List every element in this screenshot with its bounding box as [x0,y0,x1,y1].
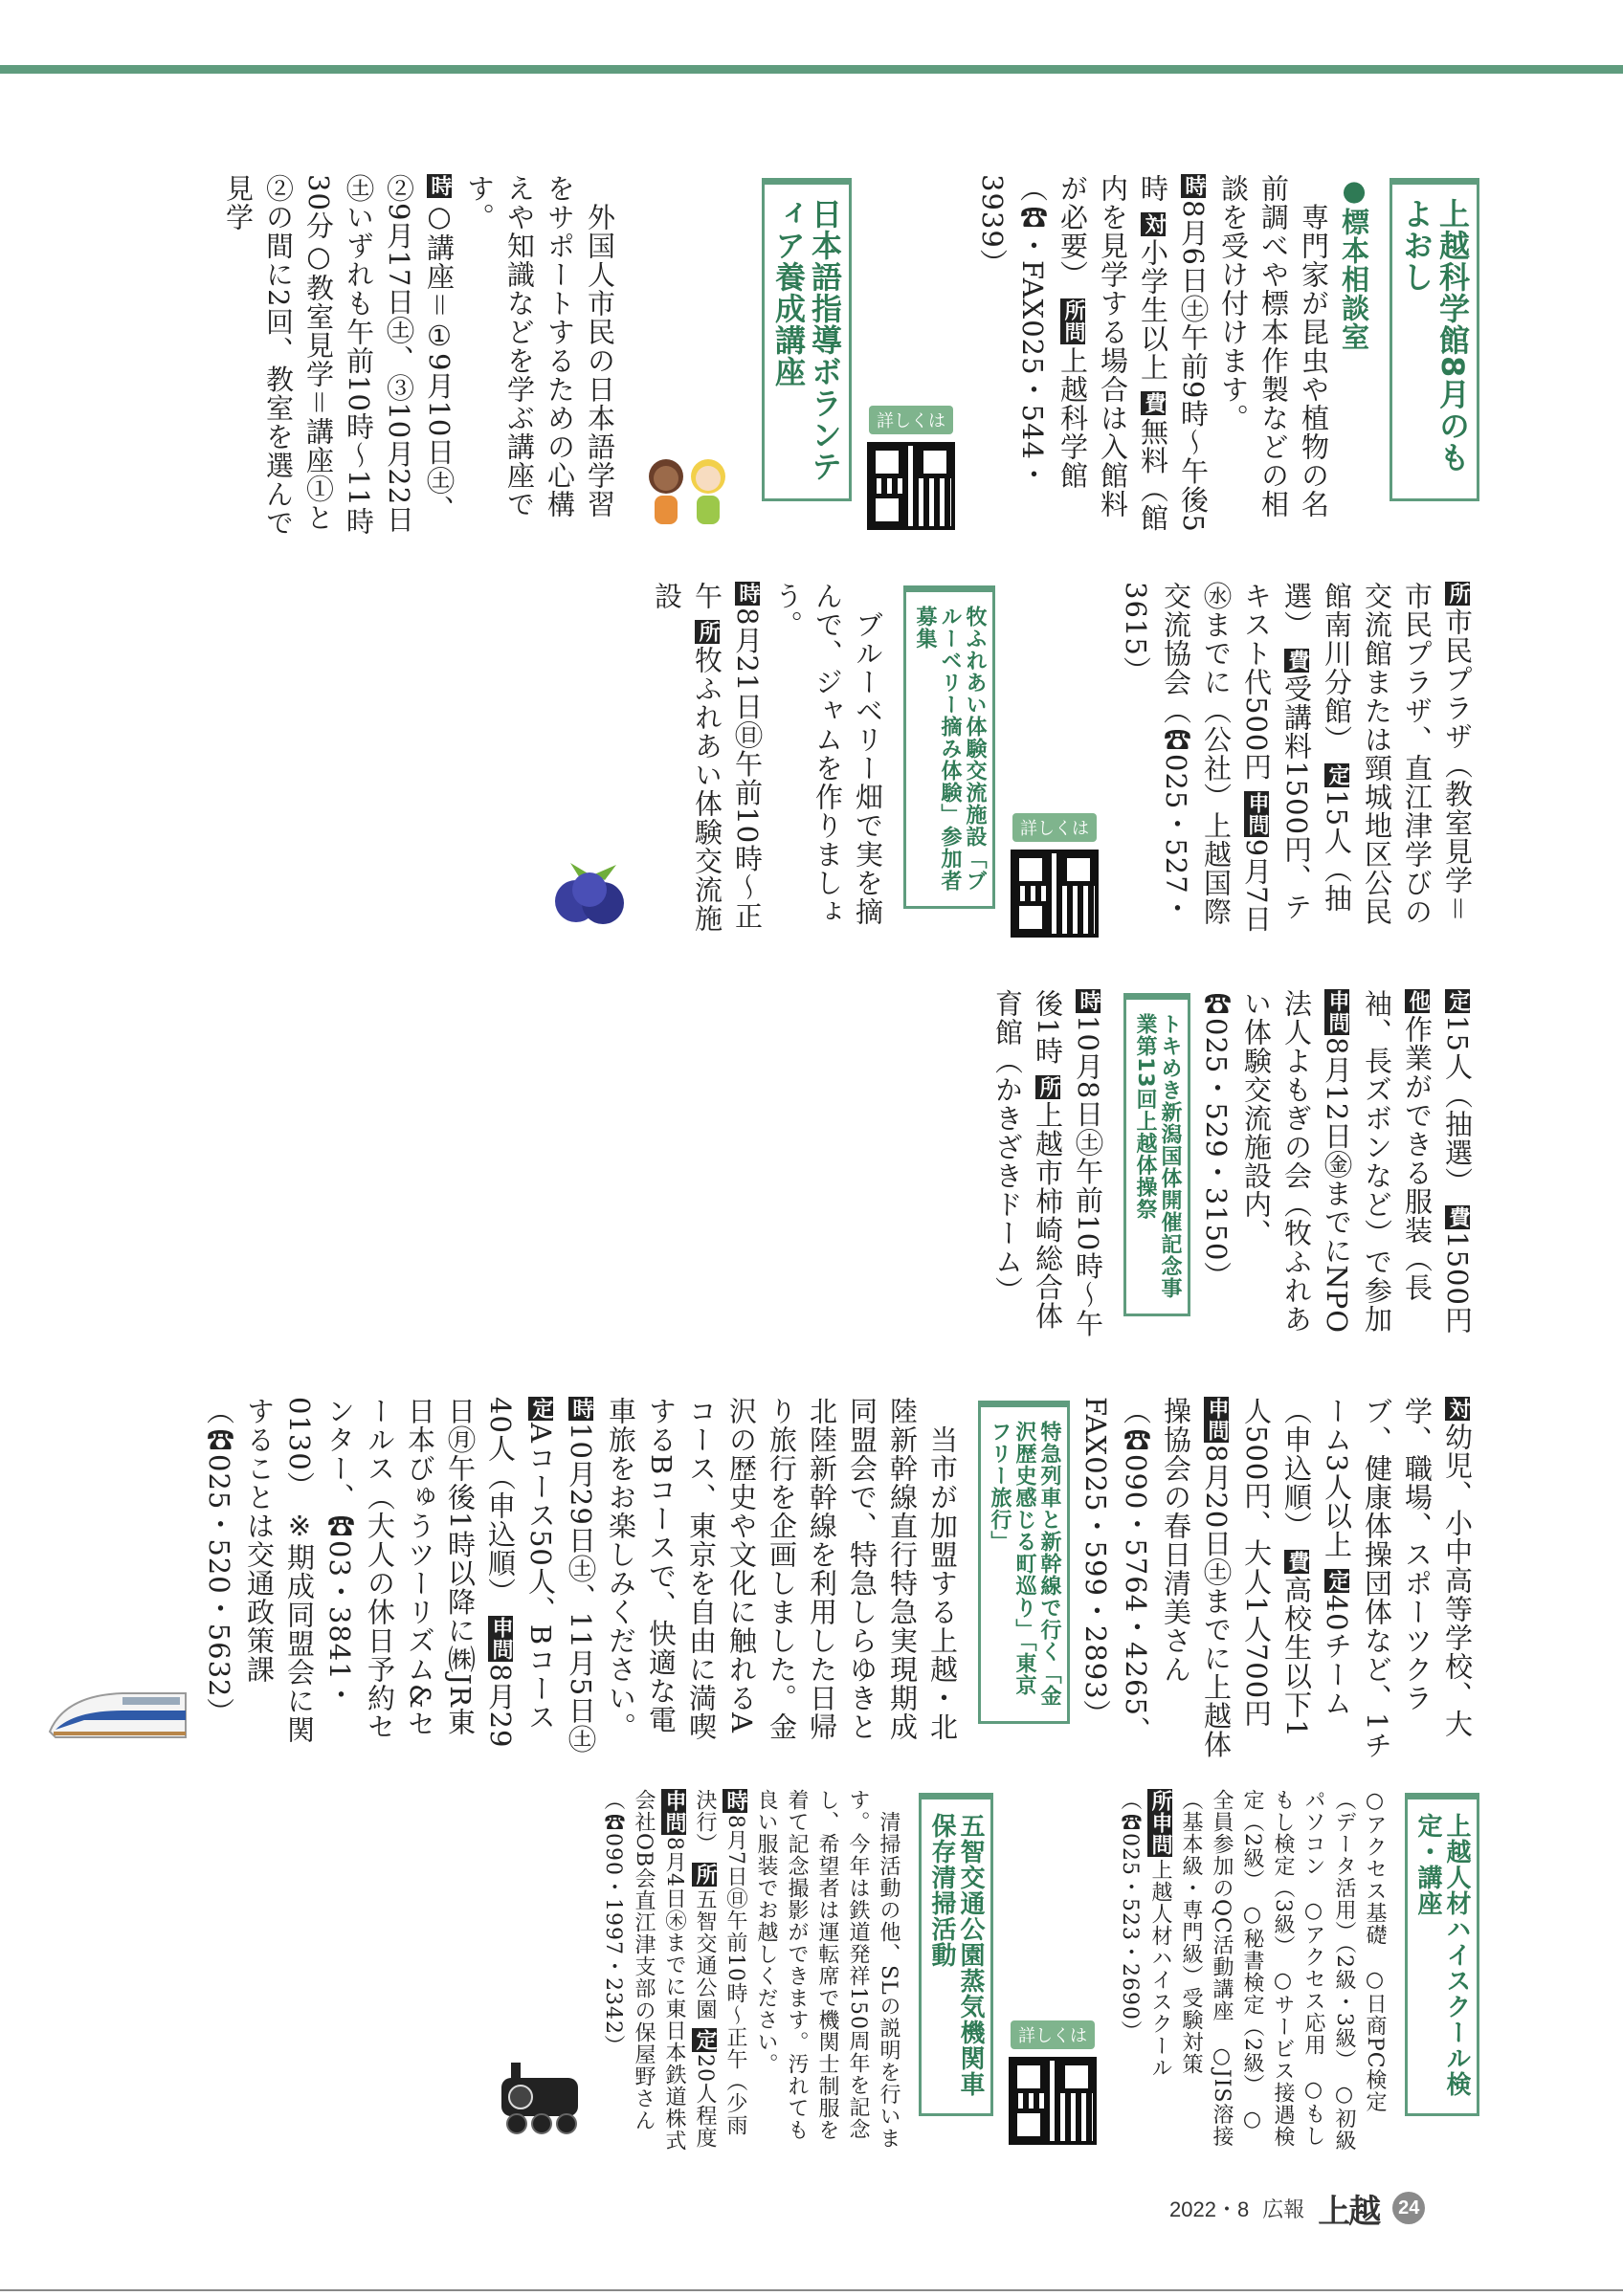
label-place: 所 [1446,583,1470,605]
label-time: 時 [1077,990,1101,1012]
label-place: 所問 [1061,299,1085,344]
article-japanese-volunteer [214,174,854,538]
label-time: 時 [428,175,452,197]
article-train [40,1397,1072,1760]
place-value: 市民プラザ（教室見学＝市民プラザ、直江津学びの交流館または頸城地区公民館南川分館） [1321,582,1474,926]
page-footer [1169,2189,1425,2231]
label-apply: 申問 [1325,990,1349,1034]
article-title: 上越人材ハイスクール検定・講座 [1405,1793,1479,2116]
children-illustration-icon [630,450,745,530]
issue-date: 2022・8 [1169,2197,1250,2221]
time-value: 8月6日㊏午前9時〜午後5時 [1137,174,1210,533]
label-fee: 費 [1285,1551,1309,1574]
capacity-value: 20人程度 [693,2054,717,2149]
label-capacity: 定 [1325,1569,1349,1592]
tier-1 [142,174,1481,538]
paragraph: 清掃活動の他、SLの説明を行います。今年は鉄道発祥150周年を記念し、希望者は運転席で機関士制服を着て記念撮影ができます。汚れても良い服装でお越しください。 [754,1789,900,2150]
fee-value: 受講料1500円、テキスト代500円 [1240,582,1313,922]
place-value: 上越市柿崎総合体育館（かきざきドーム） [991,989,1064,1331]
capacity-value: 15人（抽選） [1280,582,1353,914]
qr-block[interactable] [1005,2020,1101,2145]
top-accent-bar [0,65,1623,74]
time-value: ○講座＝①9月10日㊏、②9月17日㊏、③10月22日㊏いずれも午前10時〜11時30分○教室見学＝講座①と②の間に2回、教室を選んで見学 [222,174,456,538]
article-title: トキめき新潟国体開催記念事業第13回上越体操祭 [1123,993,1190,1316]
label-apply: 申問 [1245,791,1269,836]
qr-block[interactable] [863,406,959,530]
label-time: 時 [723,1790,747,1812]
steam-locomotive-illustration-icon [492,2055,588,2145]
apply-value: 8月4日㊍までに東日本鉄道株式会社OB会直江津支部の保屋野さん（☎090・1997・2342） [601,1789,686,2152]
tier-5 [142,1789,1481,2152]
joetsu-logo: 上越 [1318,2192,1380,2231]
article-body [1076,1397,1478,1760]
label-place: 所申問 [1148,1790,1172,1856]
note: ※期成同盟会に関することは交通政策課（☎025・520・5632） [203,1397,316,1745]
place-value: 五智交通公園 [693,1888,717,2020]
target-value: 幼児、小中高等学校、大学、職場、スポーツクラブ、健康体操団体など、1チーム3人以上 [1321,1397,1474,1760]
article-taiso [984,989,1192,1353]
time-value: 8月21日㊐午前10時〜正午 [691,582,764,931]
apply-value: 8月12日㊎までにNPO法人よもぎの会（牧ふれあい体験交流施設内、☎025・529・3150） [1200,989,1353,1335]
qr-code-icon[interactable] [1009,2057,1097,2145]
label-fee: 費 [1142,392,1166,415]
label-place: 所 [696,621,720,644]
bottom-rule [0,2289,1623,2291]
article-science-museum [854,174,1481,538]
place-value: 上越人材ハイスクール（☎025・523・2690） [1118,1789,1172,2079]
article-body [597,1789,903,2152]
article-body [647,582,888,945]
label-time: 時 [569,1398,593,1420]
article-blueberry-cont [1192,989,1481,1353]
article-title: 特急列車と新幹線で行く「金沢歴史感じる町巡り」「東京フリー旅行」 [978,1401,1070,1724]
qr-label: 詳しくは [1011,2020,1095,2049]
label-apply: 申問 [1205,1398,1229,1442]
qr-label: 詳しくは [1012,813,1097,842]
other-value: 作業ができる服装（長袖、長ズボンなど）で参加 [1361,989,1434,1334]
paragraph: 当市が加盟する上越・北陸新幹線直行特急実現期成同盟会で、特急しらゆきと北陸新幹線を利用した日帰り旅行を企画しました。金沢の歴史や文化に触れるAコース、東京を自由に満喫するBコースで、快適な電車旅をお楽しみください。 [605,1397,959,1741]
time-value: 10月8日㊏午前10時〜午後1時 [1032,989,1104,1338]
label-capacity: 定 [693,2029,717,2051]
tier-4 [142,1397,1481,1760]
fee-value: 無料（館内を見学する場合は入館料が必要） [1056,174,1169,533]
article-title: 日本語指導ボランティア養成講座 [762,178,852,501]
label-place: 所 [693,1864,717,1886]
article-title: 牧ふれあい体験交流施設「ブルーベリー摘み体験」参加者募集 [903,585,995,909]
article-sl [486,1789,995,2152]
paragraph: ブルーベリー畑で実を摘んで、ジャムを作りましょう。 [771,582,884,926]
apply-value: 8月20日㊏までに上越体操協会の春日清美さん（☎090・5764・4265、FAX025・599・2893） [1079,1397,1233,1759]
label-time: 時 [736,583,760,605]
tier-3 [142,989,1481,1353]
fee-value: 1500円 [1441,1231,1474,1335]
article-japanese-volunteer-cont [997,582,1481,945]
blueberry-illustration-icon [542,857,637,938]
article-taiso-cont [1072,1397,1481,1760]
label-target: 対 [1446,1398,1470,1420]
article-body [988,989,1108,1353]
article-body [1114,1789,1390,2152]
label-place: 所 [1036,1075,1060,1098]
tier-2 [142,582,1481,945]
label-time: 時 [1182,175,1206,197]
label-target: 対 [1142,213,1166,236]
page-number: 24 [1392,2192,1425,2224]
label-apply: 申問 [662,1790,686,1834]
article-body [1196,989,1478,1353]
apply-value: 8月29日㊊午後1時以降に㈱JR東日本びゅうツーリズム&セールス（大人の休日予約センター、☎03・3841・0130） [283,1397,517,1749]
paragraph: 外国人市民の日本語学習をサポートするための心構えや知識などを学ぶ講座です。 [463,174,616,519]
publication-name: 広報 [1262,2197,1305,2221]
capacity-value: Aコース50人、Bコース40人（申込順） [484,1397,557,1733]
qr-code-icon[interactable] [867,442,955,530]
place-value: 上越科学館（☎・FAX025・544・3939） [976,174,1089,491]
subhead: ●標本相談室 [1338,174,1370,351]
capacity-value: 40チーム（申込順） [1280,1397,1353,1718]
label-fee: 費 [1446,1206,1470,1229]
apply-value: 9月7日㊌までに（公社）上越国際交流協会（☎025・527・3615） [1120,582,1273,934]
label-apply: 申問 [489,1617,513,1662]
label-capacity: 定 [1325,764,1349,787]
time-value: 10月29日㊏、11月5日㊏ [565,1423,597,1755]
label-other: 他 [1406,990,1430,1012]
shinkansen-illustration-icon [46,1682,189,1753]
capacity-value: 15人（抽選） [1441,1015,1474,1196]
article-body [1116,582,1478,945]
article-title: 五智交通公園蒸気機関車保存清掃活動 [919,1793,993,2116]
qr-code-icon[interactable] [1011,850,1099,938]
time-value: 8月7日㊐午前10時〜正午（少雨決行） [693,1789,747,2136]
place-value: 牧ふれあい体験交流施設 [651,582,723,934]
paragraph: 専門家が昆虫や植物の名前調べや標本作製などの相談を受け付けます。 [1217,174,1330,519]
article-jinzai [995,1789,1481,2152]
label-capacity: 定 [529,1398,553,1420]
target-value: 小学生以上 [1137,238,1169,383]
article-body [199,1397,963,1760]
article-body [972,174,1374,538]
fee-value: 高校生以下1人500円、大人1人700円 [1240,1397,1313,1738]
article-blueberry [536,582,997,945]
qr-block[interactable] [1007,813,1102,938]
label-fee: 費 [1285,650,1309,673]
qr-label: 詳しくは [869,406,953,434]
label-capacity: 定 [1446,990,1470,1012]
article-title: 上越科学館8月のもよおし [1390,178,1479,501]
article-body [218,174,620,538]
list-items: ○アクセス基礎 ○日商PC検定（データ活用）（2級・3級） ○初級パソコン ○アクセス応用 ○もしもし検定（3級） ○サービス接遇検定（2級） ○秘書検定（2級） ○全員参加のQC活動講座 ○JIS溶接（基本級・専門級）受験対策 [1179,1789,1387,2152]
